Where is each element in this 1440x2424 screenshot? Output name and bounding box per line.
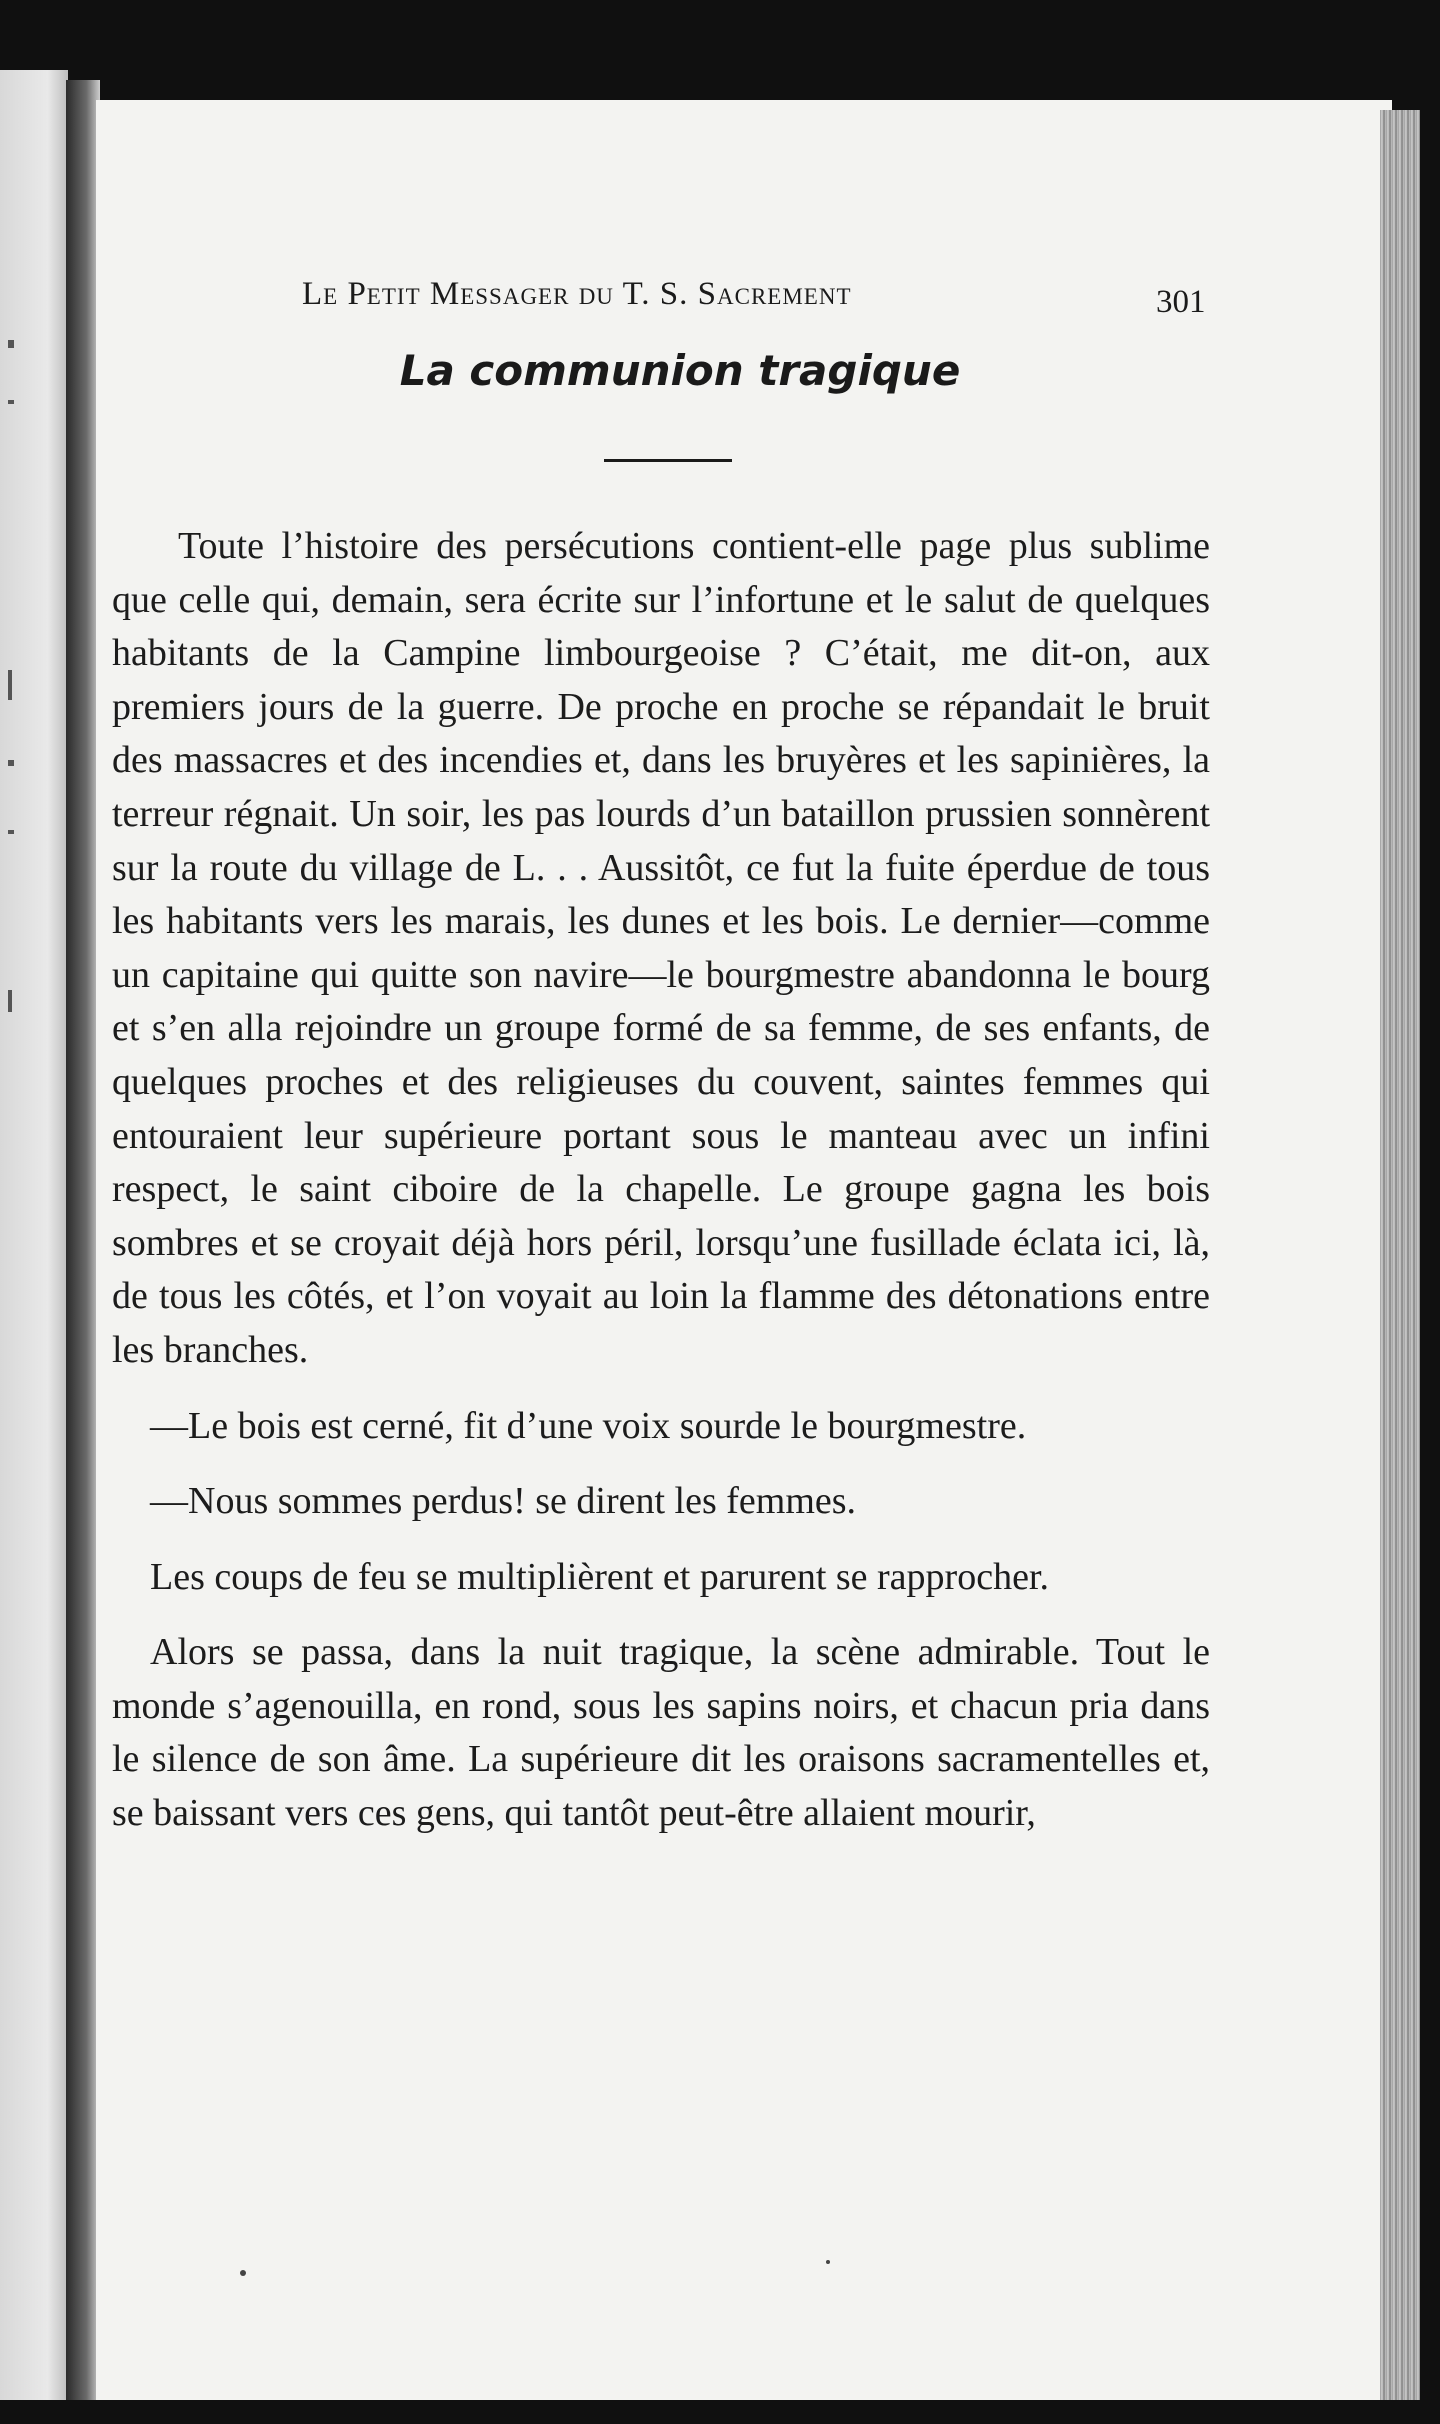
paragraph: Toute l’histoire des persécutions contient-elle page plus sublime que celle qui, demain, sera écrite sur l’infortune et le salut de quelques habitants de la Campine limbourgeoise ? C’était, me dit-on, aux premiers jours de la guerre. De proche en proche se répandait le bruit des massacres et des incendies et, dans les bruyères et les sapinières, la terreur régnait. Un soir, les pas lourds d’un bataillon prussien sonnèrent sur la route du village de L. . . Aussitôt, ce fut la fuite éperdue de tous les habitants vers les marais, les dunes et les bois. Le dernier—comme un capitaine qui quitte son navire—le bourgmestre abandonna le bourg et s’en alla rejoindre un groupe formé de sa femme, de ses enfants, de quelques proches et des religieuses du couvent, saintes femmes qui entouraient leur supérieure portant sous le manteau avec un infini respect, le saint ciboire de la chapelle. Le groupe gagna les bois sombres et se croyait déjà hors péril, lorsqu’une fusillade éclata ici, là, de tous les côtés, et l’on voyait au loin la flamme des détonations entre les branches. (112, 525, 1210, 1371)
facing-page-mark (8, 340, 14, 348)
facing-page-mark (8, 830, 14, 834)
running-head (302, 276, 1222, 313)
paragraph: —Le bois est cerné, fit d’une voix sourde le bourgmestre. (150, 1404, 1027, 1447)
paragraph: —Nous sommes perdus! se dirent les femmes. (150, 1480, 857, 1523)
article-body (112, 520, 1210, 1863)
scan-speck (826, 2260, 830, 2264)
facing-page-mark (8, 760, 14, 766)
facing-page-edge (0, 70, 68, 2400)
page-number: 301 (1156, 284, 1206, 320)
article-title: La communion tragique (399, 346, 961, 395)
paragraph: Alors se passa, dans la nuit tragique, la scène admirable. Tout le monde s’agenouilla, en rond, sous les sapins noirs, et chacun pria dans le silence de son âme. La supérieure dit les oraisons sacramentelles et, se baissant vers ces gens, qui tantôt peut-être allaient mourir, (112, 1631, 1210, 1835)
facing-page-mark (8, 990, 12, 1012)
facing-page-mark (8, 400, 14, 404)
facing-page-mark (8, 670, 12, 700)
title-rule (604, 459, 732, 462)
scan-speck (240, 2270, 246, 2276)
running-head-title: Le Petit Messager du T. S. Sacrement (302, 276, 852, 312)
page-edges (1380, 110, 1420, 2400)
book-gutter (66, 80, 100, 2400)
paragraph: Les coups de feu se multiplièrent et parurent se rapprocher. (150, 1555, 1049, 1598)
